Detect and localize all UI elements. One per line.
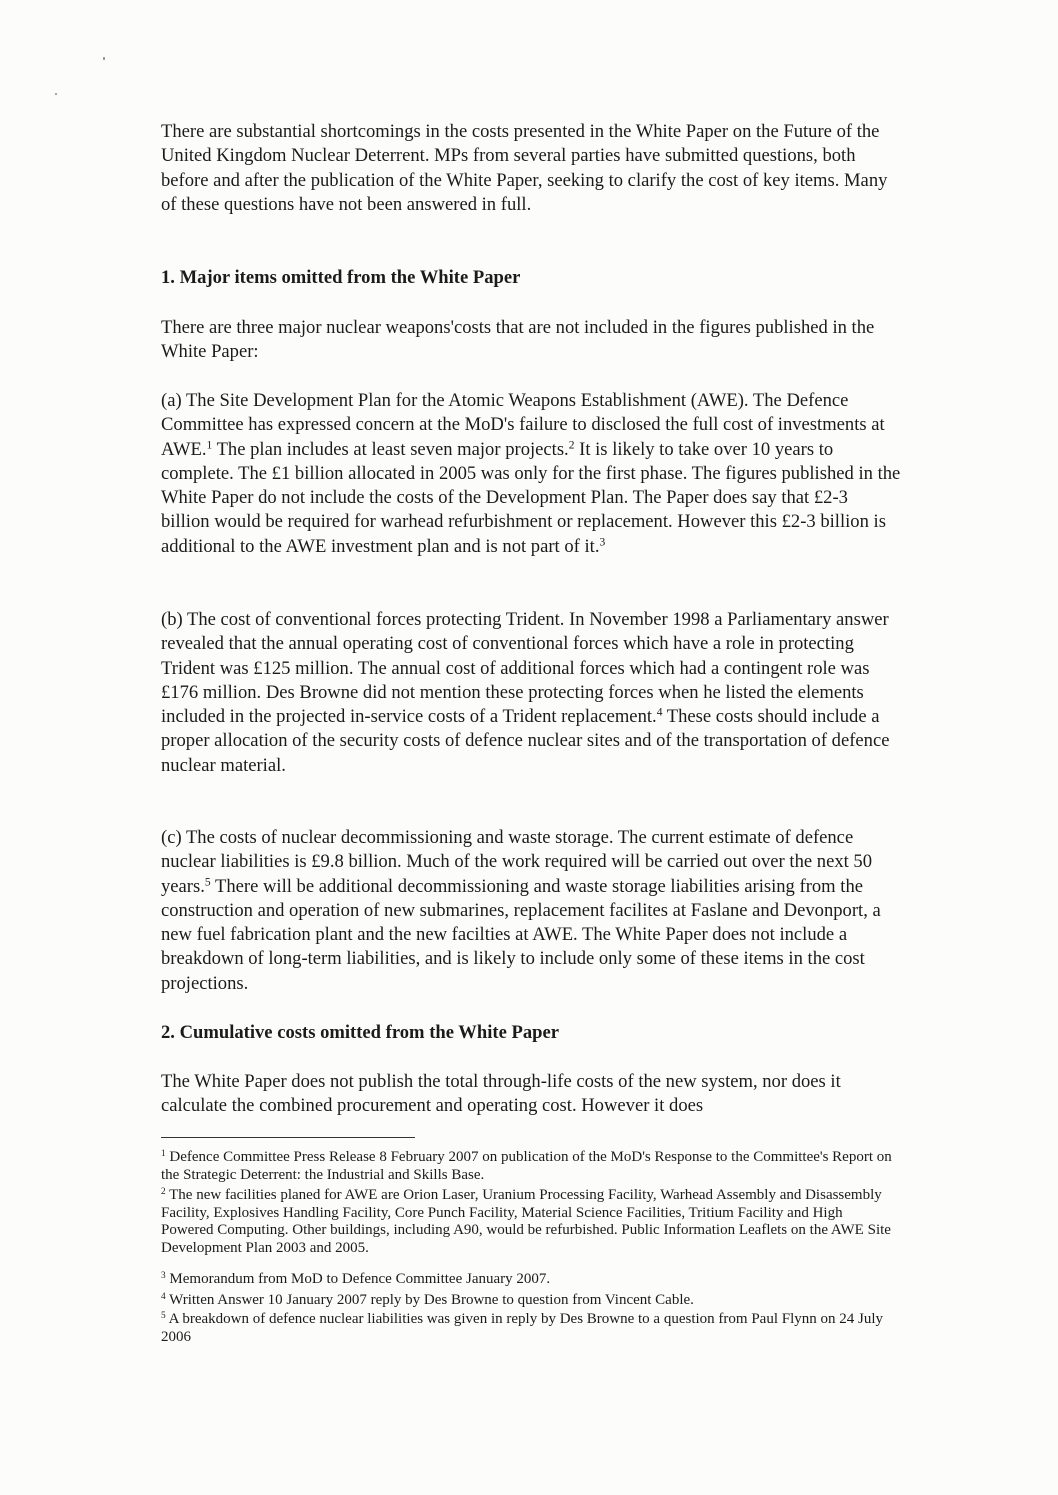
footnote-5 [161,1311,896,1346]
footnote-1-text: Defence Committee Press Release 8 February 2007 on publication of the MoD's Response to the Committee's Report on the Strategic Deterrent: the Industrial and Skills Base. [161,1149,892,1183]
item-c-text-1: (c) The costs of nuclear decommissioning and waste storage. The current estimate of defence nuclear liabilities is £9.8 billion. Much of the work required will be carried out over the next 50 years. [161,827,873,897]
item-b-paragraph [161,608,901,778]
section-2-heading-block [161,1021,901,1045]
item-b-block [161,608,901,778]
footnote-2-number: 2 [161,1186,166,1197]
item-c-paragraph [161,826,901,996]
section-2-block [161,1070,901,1119]
item-a-text-3: It is likely to take over 10 years to complete. The £1 billion allocated in 2005 was only for the first phase. The figures published in the White Paper do not include the costs of the Development Plan. The Paper does say that £2-3 billion would be required for warhead refurbishment or replacement. However this £2-3 billion is additional to the AWE investment plan and is not part of it. [161,438,901,557]
section-2-paragraph: The White Paper does not publish the total through-life costs of the new system, nor does it calculate the combined procurement and operating cost. However it does [161,1071,841,1117]
footnote-ref-5: 5 [204,876,211,889]
section-2-heading: 2. Cumulative costs omitted from the White Paper [161,1022,559,1043]
item-b-text-2: These costs should include a proper allocation of the security costs of defence nuclear sites and of the transportation of defence nuclear material. [161,706,890,776]
footnote-1 [161,1149,896,1184]
footnote-ref-3: 3 [599,536,606,549]
footnote-2-text: The new facilities planed for AWE are Orion Laser, Uranium Processing Facility, Warhead Assembly and Disassembly Facility, Explosives Handling Facility, Core Punch Facility, Material Science Facilities, Tritium Facility and High Powered Computing. Other buildings, including A90, would be refurbished. Public Information Leaflets on the AWE Site Development Plan 2003 and 2005. [161,1187,891,1256]
item-a-text-1: (a) The Site Development Plan for the Atomic Weapons Establishment (AWE). The Defence Committee has expressed concern at the MoD's failure to disclosed the full cost of investments at AWE. [161,390,885,460]
intro-block [161,120,901,217]
footnote-ref-4: 4 [656,706,663,719]
footnote-5-text: A breakdown of defence nuclear liabilities was given in reply by Des Browne to a question from Paul Flynn on 24 July 2006 [161,1311,884,1345]
item-c-block [161,826,901,996]
item-a-text-2: The plan includes at least seven major projects. [212,438,569,460]
section-1-lead: There are three major nuclear weapons'costs that are not included in the figures published in the White Paper: [161,317,875,363]
item-a-paragraph [161,389,901,559]
scan-speck [55,93,57,95]
footnote-3 [161,1271,896,1289]
item-a-block [161,389,901,559]
section-1-lead-block [161,316,901,365]
footnote-3-text: Memorandum from MoD to Defence Committee January 2007. [165,1271,551,1287]
footnote-4-text: Written Answer 10 January 2007 reply by Des Browne to question from Vincent Cable. [165,1292,694,1308]
section-1-heading-block [161,266,901,290]
footnote-5-number: 5 [161,1310,166,1321]
footnote-1-number: 1 [161,1148,166,1159]
scan-speck [103,57,105,60]
footnote-4 [161,1292,896,1310]
footnote-2 [161,1187,896,1257]
footnote-4-number: 4 [161,1291,166,1302]
footnote-3-number: 3 [161,1270,166,1281]
footnote-separator [161,1137,415,1138]
footnote-ref-1: 1 [206,439,213,452]
intro-paragraph: There are substantial shortcomings in the costs presented in the White Paper on the Future of the United Kingdom Nuclear Deterrent. MPs from several parties have submitted questions, both before and after the publication of the White Paper, seeking to clarify the cost of key items. Many of these questions have not been answered in full. [161,121,888,215]
section-1-heading: 1. Major items omitted from the White Paper [161,267,521,288]
item-b-text-1: (b) The cost of conventional forces protecting Trident. In November 1998 a Parliamentary answer revealed that the annual operating cost of conventional forces which have a role in protecting Trident was £125 million. The annual cost of additional forces which had a contingent role was £176 million. Des Browne did not mention these protecting forces when he listed the elements included in the projected in-service costs of a Trident replacement. [161,609,889,728]
item-c-text-2: There will be additional decommissioning and waste storage liabilities arising from the construction and operation of new submarines, replacement facilites at Faslane and Devonport, a new fuel fabrication plant and the new facilties at AWE. The White Paper does not include a breakdown of long-term liabilities, and is likely to include only some of these items in the cost projections. [161,875,881,994]
footnote-ref-2: 2 [568,439,575,452]
